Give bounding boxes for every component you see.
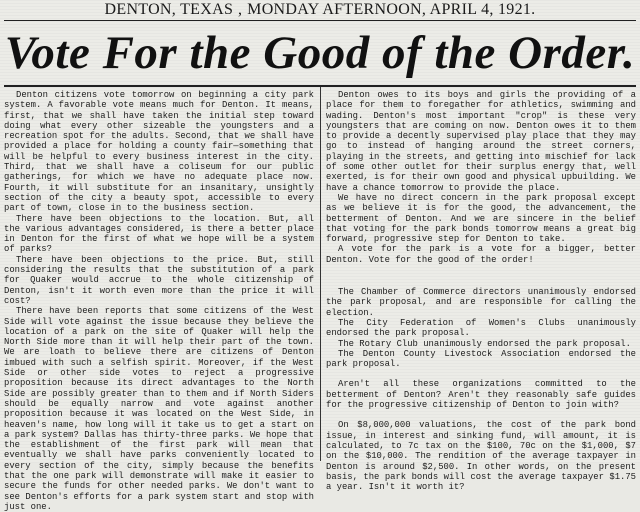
masthead-city: DENTON, TEXAS <box>104 1 234 18</box>
article-columns <box>4 87 636 512</box>
right-paragraph: A vote for the park is a vote for a bigger, better Denton. Vote for the good of the order! <box>326 244 636 265</box>
masthead-date: MONDAY AFTERNOON, APRIL 4, 1921. <box>247 1 536 18</box>
right-paragraph: The City Federation of Women's Clubs unanimously endorsed the park proposal. <box>326 317 636 339</box>
right-paragraph: The Chamber of Commerce directors unanimously endorsed the park proposal, and are responsible for calling the election. <box>326 287 636 318</box>
right-paragraph: On $8,000,000 valuations, the cost of the park bond issue, in interest and sinking fund, will amount, it is calculated, to 7c tax on the $100, 70c on the $1,000, $7 on the $10,000. The rendition of the average taxpayer in Denton is around $2,500. In other words, on the present basis, the park bonds will cost the average taxpayer $1.75 a year. Isn't it worth it? <box>326 420 636 493</box>
column-rule <box>320 87 321 461</box>
left-paragraph: Denton citizens vote tomorrow on beginning a city park system. A favorable vote means much for Denton. It means, first, that we shall have taken the initial step toward doing what every other sizeable the youngsters and a recreation spot for the adults. Second, that we shall have provided a place for holding a county fair—something that will be helpful to every business interest in the city. Third, that we shall have a coliseum for our public gatherings, for which we have no adequate place now. Fourth, it will substitute for an insanitary, unsightly section of the city a beauty spot, accessible to every part of town, close in to the business section. <box>4 90 314 214</box>
right-paragraph: Denton owes to its boys and girls the providing of a place for them to foregather for athletics, swimming and wading. Denton's most important "crop" is these very youngsters that are coming on now. Denton owes it to them to provide a decently supervised play place that they may go to instead of hanging around the street corners, playing in the streets, and getting into mischief for lack of some other outlet for their surplus energy that, well exerted, is for their own good and physical upbuilding. We have a chance tomorrow to provide the place. <box>326 90 636 193</box>
masthead-dateline: DENTON, TEXAS , MONDAY AFTERNOON, APRIL 4, 1921. <box>4 0 636 21</box>
left-paragraph: There have been objections to the location. But, all the various advantages considered, is there a better place in Denton for the first of what we hope will be a system of parks? <box>4 213 314 255</box>
right-paragraph: The Denton County Livestock Association endorsed the park proposal. <box>326 348 636 370</box>
right-paragraph: Aren't all these organizations committed to the betterment of Denton? Aren't they reasonably safe guides for the progressive citizenship of Denton to join with? <box>326 379 636 411</box>
right-column <box>326 90 636 493</box>
left-paragraph: There have been objections to the price. But, still considering the results that the substitution of a park for Quaker would accrue to the whole citizenship of Denton, isn't it worth even more than the price it will cost? <box>4 254 314 306</box>
right-paragraph: The Rotary Club unanimously endorsed the park proposal. <box>338 338 631 349</box>
left-paragraph: There have been reports that some citizens of the West Side will vote against the issue because they believe the location of a park on the site of Quaker will help the North Side more than it will help their part of the town. We are loath to believe there are citizens of Denton imbued with such a selfish spirit. Moreover, if the West Side or other side votes to reject a progressive proposition because its direct advantages to the North Side are possibly greater than to them and if North Siders should be equally narrow and vote against another proposition because it was located on the West Side, in heaven's name, how long will it take us to get a start on a park system? Dallas has thirty-three parks. We hope that the establishment of the first park will mean that eventually we shall have parks conveniently located to every section of the city, simply because the benefits that the one park will demonstrate will make it easier to secure the funds for other needed parks. We don't want to see Denton's efforts for a park system start and stop with just one. <box>4 306 314 512</box>
editorial-headline: Vote For the Good of the Order. <box>4 21 636 87</box>
left-column <box>4 90 314 512</box>
right-paragraph: We have no direct concern in the park proposal except as we believe it is for the good, the advancement, the betterment of Denton. And we are sincere in the belief that voting for the park bonds tomorrow means a great big forward, progressive step for Denton to take. <box>326 192 636 245</box>
